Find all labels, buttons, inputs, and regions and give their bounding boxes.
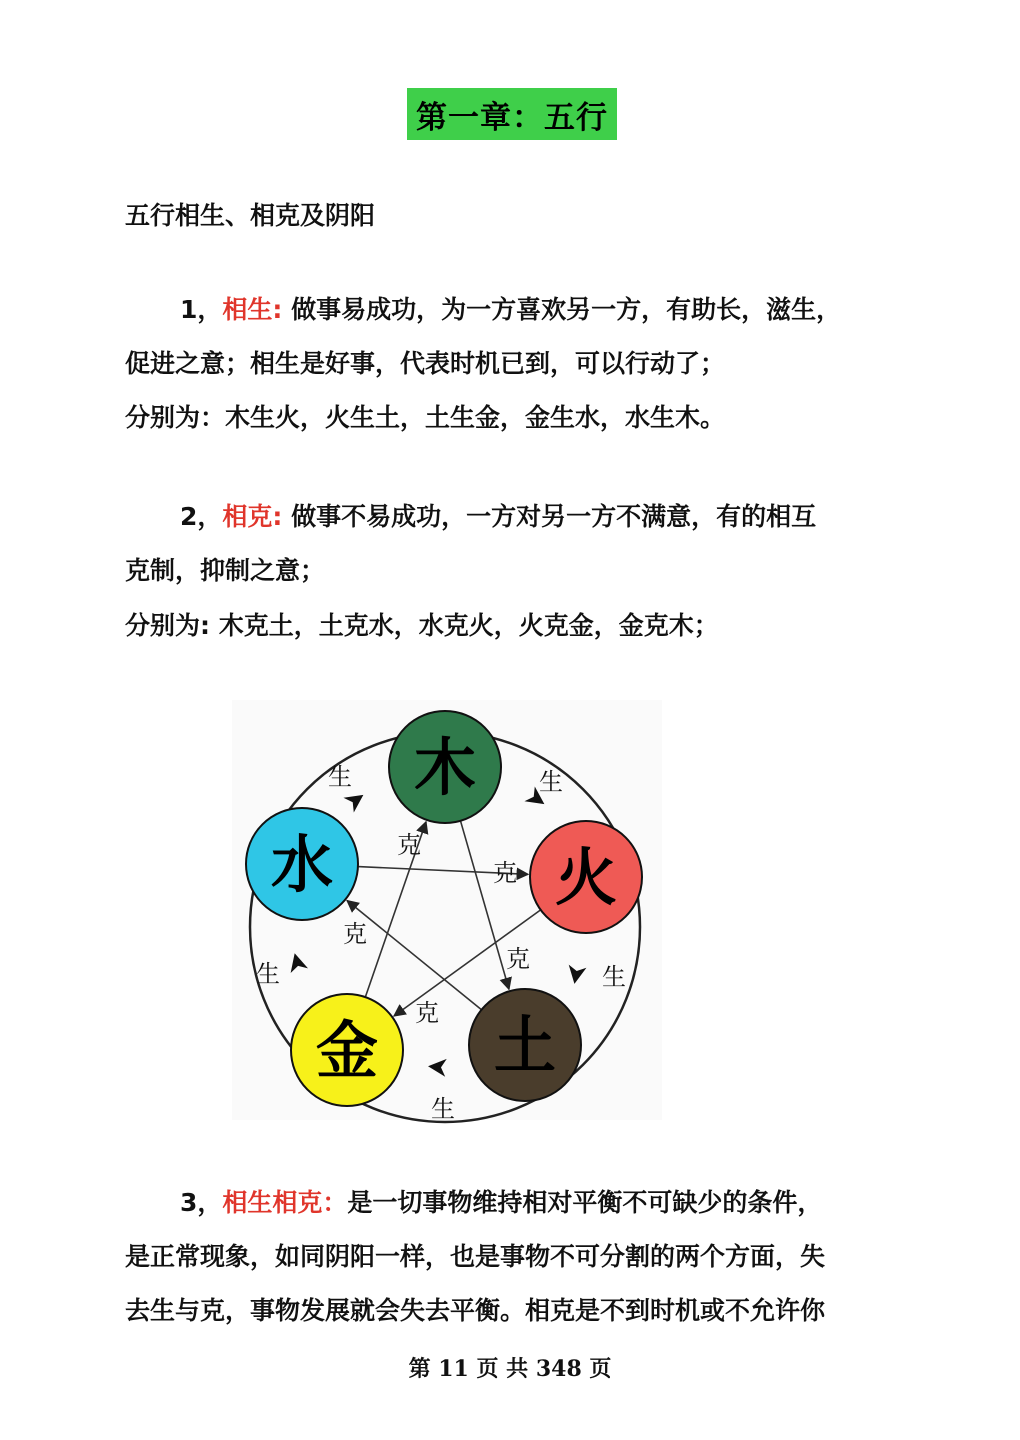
sheng-label: 生 xyxy=(602,963,626,991)
s2-line-2: 克制，抑制之意； xyxy=(125,556,326,585)
s3-line-3: 去生与克，事物发展就会失去平衡。相克是不到时机或不允许你 xyxy=(125,1296,826,1325)
s1-number: 1， xyxy=(180,295,223,324)
chapter-title: 第一章：五行 xyxy=(407,88,617,140)
s3-term: 相生相克： xyxy=(222,1188,348,1217)
s2-number: 2， xyxy=(180,502,223,531)
sheng-label: 生 xyxy=(431,1095,455,1123)
s1-line-2: 促进之意；相生是好事，代表时机已到，可以行动了； xyxy=(125,349,726,378)
s3-text-1: 是一切事物维持相对平衡不可缺少的条件， xyxy=(347,1188,823,1217)
s1-text-1: 做事易成功，为一方喜欢另一方，有助长，滋生， xyxy=(291,295,842,324)
s1-term: 相生: xyxy=(222,295,283,324)
s3-number: 3， xyxy=(180,1188,223,1217)
section-heading: 五行相生、相克及阴阳 xyxy=(125,201,376,230)
sheng-label: 生 xyxy=(256,960,280,988)
s3-line-1 xyxy=(125,1186,960,1220)
node-wood-label: 木 xyxy=(413,731,477,804)
s2-text-1: 做事不易成功，一方对另一方不满意，有的相互 xyxy=(291,502,817,531)
page-footer: 第 11 页 共 348 页 xyxy=(408,1356,612,1382)
ke-label: 克 xyxy=(343,920,367,948)
node-fire-label: 火 xyxy=(554,841,618,914)
s3-line-2: 是正常现象，如同阴阳一样，也是事物不可分割的两个方面，失 xyxy=(125,1242,826,1271)
ke-label: 克 xyxy=(415,999,439,1027)
sheng-label: 生 xyxy=(539,768,563,796)
node-earth-label: 土 xyxy=(493,1009,557,1082)
sheng-label: 生 xyxy=(328,763,352,791)
s1-line-3: 分别为：木生火，火生土，土生金，金生水，水生木。 xyxy=(125,403,726,432)
node-water-label: 水 xyxy=(270,828,334,901)
s2-line-3: 分别为: 木克土，土克水，水克火，火克金，金克木； xyxy=(125,611,719,640)
node-metal-label: 金 xyxy=(315,1014,379,1087)
ke-label: 克 xyxy=(493,859,517,887)
ke-label: 克 xyxy=(506,945,530,973)
ke-label: 克 xyxy=(397,831,421,859)
s2-term: 相克: xyxy=(222,502,283,531)
